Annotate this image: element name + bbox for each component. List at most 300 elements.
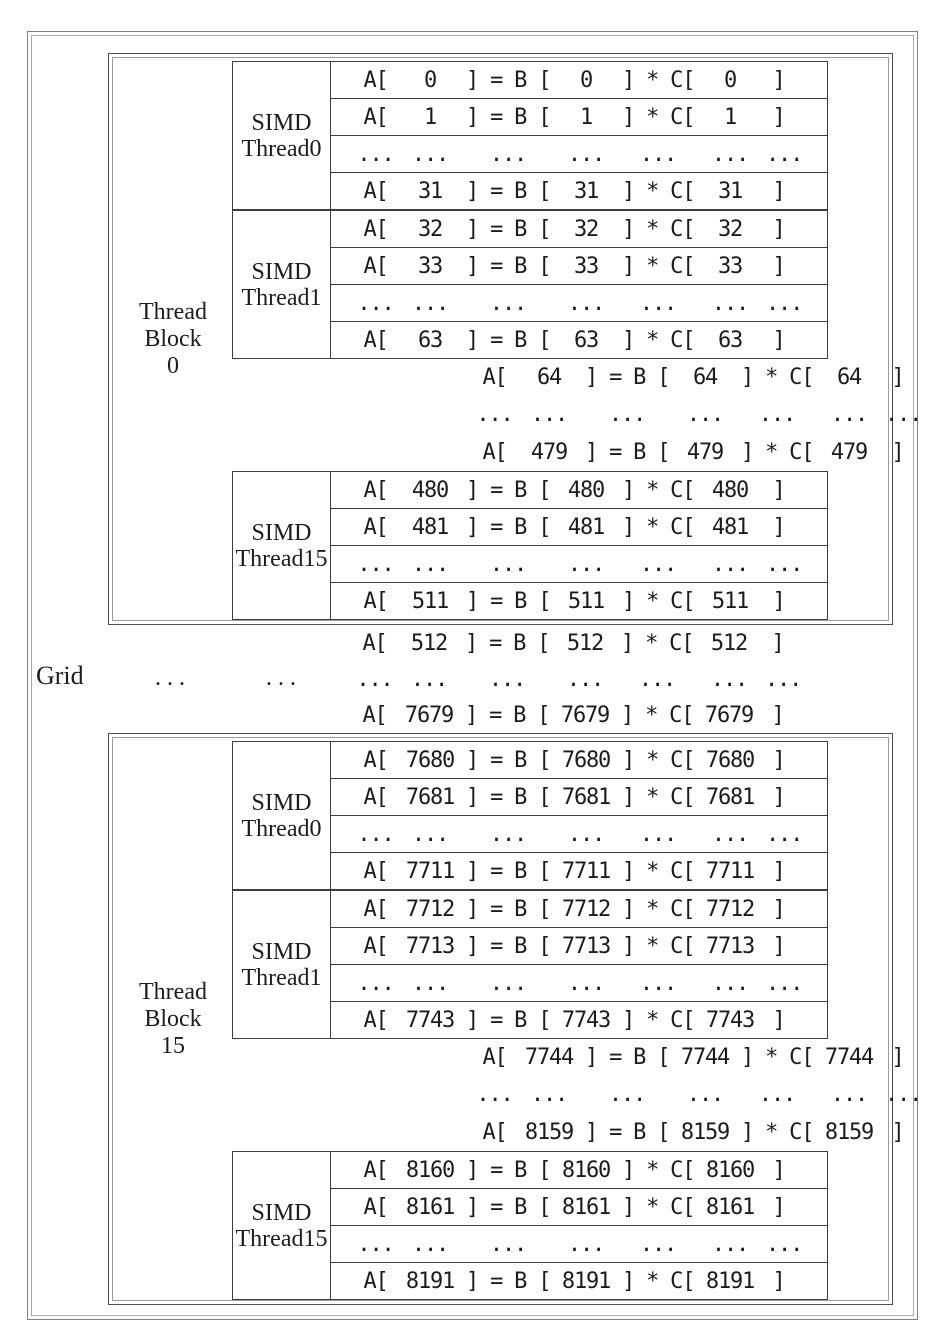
stmt-c-index: 511 bbox=[711, 588, 749, 614]
ellipsis-row bbox=[330, 661, 827, 697]
stmt-a-index: 7680 bbox=[405, 747, 455, 773]
statement-row bbox=[331, 211, 827, 247]
ellipsis-cell: ... bbox=[885, 402, 922, 428]
stmt-close-bracket: ] bbox=[891, 1045, 904, 1071]
stmt-a-open: A[ bbox=[482, 1045, 507, 1071]
ellipsis-cell: ... bbox=[411, 1231, 449, 1257]
stmt-b-open: ] = B [ bbox=[465, 702, 550, 728]
stmt-b-open: ] = B [ bbox=[465, 630, 550, 656]
stmt-c-open: ] * C[ bbox=[622, 216, 695, 242]
stmt-close-bracket: ] bbox=[772, 858, 785, 884]
statement-row bbox=[331, 62, 827, 98]
stmt-a-open: A[ bbox=[363, 784, 388, 810]
stmt-b-open: ] = B [ bbox=[466, 514, 551, 540]
simd-thread-section bbox=[232, 471, 828, 620]
stmt-c-open: ] * C[ bbox=[622, 1007, 695, 1033]
stmt-a-open: A[ bbox=[363, 1007, 388, 1033]
stmt-close-bracket: ] bbox=[772, 514, 785, 540]
thread-block-inner-border bbox=[112, 737, 922, 1301]
stmt-b-open: ] = B [ bbox=[466, 67, 551, 93]
stmt-b-index: 7744 bbox=[680, 1045, 730, 1071]
stmt-c-open: ] * C[ bbox=[621, 630, 694, 656]
stmt-c-index: 512 bbox=[710, 630, 748, 656]
ellipsis-cell: ... bbox=[476, 402, 513, 428]
stmt-b-index: 7713 bbox=[561, 933, 611, 959]
statement-row bbox=[331, 98, 827, 135]
stmt-c-open: ] * C[ bbox=[741, 439, 814, 465]
ellipsis-cell: ... bbox=[567, 821, 605, 847]
grid-level-rows bbox=[108, 625, 893, 733]
stmt-b-open: ] = B [ bbox=[466, 933, 551, 959]
ellipsis-cell: ... bbox=[766, 551, 803, 577]
stmt-b-index: 7681 bbox=[561, 784, 611, 810]
ellipsis-cell: ... bbox=[639, 821, 677, 847]
thread-block-label-line: Block bbox=[144, 1005, 202, 1032]
stmt-c-index: 31 bbox=[717, 178, 743, 204]
statement-row bbox=[330, 625, 827, 661]
stmt-b-index: 64 bbox=[692, 365, 718, 391]
statement-row bbox=[331, 582, 827, 619]
statement-row bbox=[331, 1001, 827, 1038]
stmt-a-index: 0 bbox=[423, 67, 437, 93]
ellipsis-cell: ... bbox=[766, 821, 803, 847]
stmt-a-open: A[ bbox=[363, 1268, 388, 1294]
stmt-c-index: 33 bbox=[717, 253, 743, 279]
stmt-b-index: 63 bbox=[573, 327, 599, 353]
ellipsis-cell: ... bbox=[639, 290, 677, 316]
stmt-a-open: A[ bbox=[363, 477, 388, 503]
stmt-c-open: ] * C[ bbox=[741, 365, 814, 391]
simd-thread-section bbox=[232, 890, 828, 1039]
stmt-a-index: 481 bbox=[411, 514, 449, 540]
ellipsis-cell: ... bbox=[411, 821, 449, 847]
stmt-b-index: 7712 bbox=[561, 896, 611, 922]
stmt-c-index: 8191 bbox=[705, 1268, 755, 1294]
stmt-b-index: 7711 bbox=[561, 858, 611, 884]
ellipsis-row bbox=[450, 396, 944, 433]
ellipsis-cell: ... bbox=[830, 1082, 868, 1108]
ellipsis-cell: ... bbox=[766, 290, 803, 316]
stmt-close-bracket: ] bbox=[772, 747, 785, 773]
thread-block-0 bbox=[108, 53, 922, 625]
ellipsis-cell: ... bbox=[489, 551, 527, 577]
ellipsis-cell: ... bbox=[489, 821, 527, 847]
stmt-a-index: 31 bbox=[417, 178, 443, 204]
stmt-a-open: A[ bbox=[363, 858, 388, 884]
ellipsis-cell: ... bbox=[711, 1231, 749, 1257]
ellipsis-cell: ... bbox=[711, 970, 749, 996]
stmt-b-open: ] = B [ bbox=[585, 1045, 670, 1071]
stmt-c-open: ] * C[ bbox=[622, 104, 695, 130]
ellipsis-cell: ... bbox=[766, 970, 803, 996]
stmt-close-bracket: ] bbox=[772, 1194, 785, 1220]
stmt-a-index: 7681 bbox=[405, 784, 455, 810]
stmt-a-index: 479 bbox=[530, 439, 568, 465]
stmt-a-open: A[ bbox=[363, 67, 388, 93]
stmt-c-index: 0 bbox=[723, 67, 737, 93]
ellipsis-cell: ... bbox=[686, 402, 724, 428]
stmt-a-index: 8160 bbox=[405, 1157, 455, 1183]
ellipsis-cell: ... bbox=[766, 1231, 803, 1257]
stmt-b-open: ] = B [ bbox=[466, 104, 551, 130]
ellipsis-cell: ... bbox=[411, 290, 449, 316]
ellipsis-cell: ... bbox=[357, 1231, 394, 1257]
stmt-a-open: A[ bbox=[362, 630, 387, 656]
stmt-c-open: ] * C[ bbox=[622, 588, 695, 614]
stmt-a-index: 7711 bbox=[405, 858, 455, 884]
stmt-c-open: ] * C[ bbox=[622, 477, 695, 503]
thread-block-label-line: Thread bbox=[139, 978, 207, 1005]
stmt-b-index: 479 bbox=[686, 439, 724, 465]
ellipsis-row bbox=[331, 545, 827, 582]
ellipsis-cell: ... bbox=[638, 666, 676, 692]
stmt-close-bracket: ] bbox=[772, 588, 785, 614]
ellipsis-cell: ... bbox=[711, 821, 749, 847]
thread-block-label-line: 15 bbox=[161, 1032, 185, 1059]
stmt-a-open: A[ bbox=[363, 1157, 388, 1183]
stmt-c-open: ] * C[ bbox=[622, 1268, 695, 1294]
simd-rows bbox=[331, 891, 827, 1038]
stmt-a-open: A[ bbox=[482, 439, 507, 465]
stmt-c-index: 480 bbox=[711, 477, 749, 503]
stmt-a-open: A[ bbox=[482, 1119, 507, 1145]
ellipsis-cell: ... bbox=[357, 970, 394, 996]
stmt-b-open: ] = B [ bbox=[466, 858, 551, 884]
stmt-b-open: ] = B [ bbox=[466, 588, 551, 614]
statement-row bbox=[331, 1152, 827, 1188]
ellipsis-cell: ... bbox=[356, 666, 393, 692]
stmt-b-index: 7679 bbox=[560, 702, 610, 728]
simd-column-ellipsis: . . . bbox=[266, 665, 296, 691]
stmt-close-bracket: ] bbox=[772, 104, 785, 130]
stmt-c-index: 7680 bbox=[705, 747, 755, 773]
ellipsis-cell: ... bbox=[476, 1082, 513, 1108]
stmt-a-index: 480 bbox=[411, 477, 449, 503]
stmt-c-open: ] * C[ bbox=[622, 858, 695, 884]
stmt-b-open: ] = B [ bbox=[466, 1157, 551, 1183]
ellipsis-row bbox=[331, 135, 827, 172]
ellipsis-cell: ... bbox=[765, 666, 802, 692]
stmt-a-index: 8191 bbox=[405, 1268, 455, 1294]
stmt-close-bracket: ] bbox=[772, 253, 785, 279]
thread-block-label bbox=[113, 58, 233, 620]
stmt-a-open: A[ bbox=[482, 365, 507, 391]
stmt-b-index: 7680 bbox=[561, 747, 611, 773]
stmt-b-index: 511 bbox=[567, 588, 605, 614]
stmt-a-index: 8159 bbox=[524, 1119, 574, 1145]
simd-thread-label-line: Thread15 bbox=[235, 1225, 328, 1252]
ellipsis-cell: ... bbox=[411, 141, 449, 167]
simd-thread-label bbox=[233, 1152, 331, 1299]
simd-rows bbox=[331, 62, 827, 209]
stmt-c-open: ] * C[ bbox=[622, 253, 695, 279]
ellipsis-cell: ... bbox=[766, 141, 803, 167]
unboxed-rows-section bbox=[450, 1039, 944, 1151]
statement-row bbox=[450, 434, 944, 471]
ellipsis-cell: ... bbox=[488, 666, 526, 692]
stmt-a-open: A[ bbox=[363, 178, 388, 204]
stmt-c-open: ] * C[ bbox=[741, 1119, 814, 1145]
stmt-a-index: 1 bbox=[423, 104, 437, 130]
stmt-c-index: 7743 bbox=[705, 1007, 755, 1033]
stmt-b-index: 480 bbox=[567, 477, 605, 503]
ellipsis-cell: ... bbox=[489, 290, 527, 316]
ellipsis-cell: ... bbox=[758, 1082, 796, 1108]
stmt-close-bracket: ] bbox=[891, 439, 904, 465]
stmt-a-open: A[ bbox=[363, 216, 388, 242]
ellipsis-cell: ... bbox=[357, 551, 394, 577]
stmt-c-index: 8160 bbox=[705, 1157, 755, 1183]
ellipsis-cell: ... bbox=[639, 551, 677, 577]
stmt-c-index: 7679 bbox=[704, 702, 754, 728]
simd-thread-section bbox=[232, 1151, 828, 1300]
stmt-b-index: 8159 bbox=[680, 1119, 730, 1145]
ellipsis-cell: ... bbox=[530, 1082, 568, 1108]
grid-content bbox=[108, 53, 922, 1305]
simd-thread-label-line: Thread0 bbox=[241, 815, 322, 842]
statement-row bbox=[331, 852, 827, 889]
stmt-a-open: A[ bbox=[363, 1194, 388, 1220]
thread-block-label-line: Block bbox=[144, 325, 202, 352]
stmt-b-open: ] = B [ bbox=[466, 1194, 551, 1220]
statement-row bbox=[450, 359, 944, 396]
simd-thread-label bbox=[233, 472, 331, 619]
grid-label: Grid bbox=[36, 661, 84, 690]
stmt-b-index: 512 bbox=[566, 630, 604, 656]
stmt-a-index: 511 bbox=[411, 588, 449, 614]
ellipsis-cell: ... bbox=[357, 141, 394, 167]
stmt-c-index: 32 bbox=[717, 216, 743, 242]
ellipsis-cell: ... bbox=[357, 290, 394, 316]
stmt-b-index: 31 bbox=[573, 178, 599, 204]
stmt-a-index: 7679 bbox=[404, 702, 454, 728]
stmt-c-open: ] * C[ bbox=[622, 1194, 695, 1220]
ellipsis-cell: ... bbox=[566, 666, 604, 692]
stmt-close-bracket: ] bbox=[772, 1007, 785, 1033]
ellipsis-row bbox=[331, 964, 827, 1001]
ellipsis-cell: ... bbox=[411, 970, 449, 996]
stmt-a-index: 7713 bbox=[405, 933, 455, 959]
stmt-close-bracket: ] bbox=[772, 327, 785, 353]
ellipsis-cell: ... bbox=[489, 970, 527, 996]
stmt-a-open: A[ bbox=[363, 327, 388, 353]
stmt-c-index: 479 bbox=[830, 439, 868, 465]
simd-thread-section bbox=[232, 210, 828, 359]
simd-thread-label-line: SIMD bbox=[251, 1199, 312, 1226]
simd-rows bbox=[331, 211, 827, 358]
stmt-c-index: 64 bbox=[836, 365, 862, 391]
ellipsis-cell: ... bbox=[710, 666, 748, 692]
ellipsis-cell: ... bbox=[489, 141, 527, 167]
stmt-a-open: A[ bbox=[363, 588, 388, 614]
stmt-b-open: ] = B [ bbox=[466, 477, 551, 503]
stmt-a-open: A[ bbox=[363, 747, 388, 773]
simd-thread-label bbox=[233, 62, 331, 209]
stmt-c-open: ] * C[ bbox=[622, 747, 695, 773]
stmt-b-open: ] = B [ bbox=[466, 784, 551, 810]
stmt-c-index: 7711 bbox=[705, 858, 755, 884]
simd-thread-label-line: Thread1 bbox=[241, 284, 322, 311]
simd-thread-label-line: SIMD bbox=[251, 258, 312, 285]
stmt-close-bracket: ] bbox=[772, 1268, 785, 1294]
stmt-c-index: 7681 bbox=[705, 784, 755, 810]
ellipsis-cell: ... bbox=[639, 141, 677, 167]
ellipsis-cell: ... bbox=[357, 821, 394, 847]
ellipsis-cell: ... bbox=[567, 970, 605, 996]
stmt-a-open: A[ bbox=[363, 253, 388, 279]
ellipsis-cell: ... bbox=[608, 1082, 646, 1108]
statement-row bbox=[331, 742, 827, 778]
simd-thread-label bbox=[233, 891, 331, 1038]
simd-thread-label-line: Thread15 bbox=[235, 545, 328, 572]
thread-block-label-line: 0 bbox=[167, 352, 179, 379]
stmt-c-open: ] * C[ bbox=[621, 702, 694, 728]
ellipsis-cell: ... bbox=[567, 551, 605, 577]
thread-block-inner-border bbox=[112, 57, 922, 621]
ellipsis-row bbox=[331, 284, 827, 321]
grid-gap-rows bbox=[330, 625, 827, 733]
simd-rows bbox=[331, 472, 827, 619]
stmt-c-open: ] * C[ bbox=[622, 1157, 695, 1183]
stmt-a-open: A[ bbox=[363, 104, 388, 130]
stmt-close-bracket: ] bbox=[771, 630, 784, 656]
simd-thread-section bbox=[232, 741, 828, 890]
stmt-close-bracket: ] bbox=[772, 784, 785, 810]
statement-row bbox=[331, 891, 827, 927]
stmt-c-index: 8159 bbox=[824, 1119, 874, 1145]
stmt-a-index: 7743 bbox=[405, 1007, 455, 1033]
ellipsis-cell: ... bbox=[411, 551, 449, 577]
stmt-close-bracket: ] bbox=[772, 477, 785, 503]
ellipsis-cell: ... bbox=[639, 1231, 677, 1257]
stmt-a-index: 32 bbox=[417, 216, 443, 242]
stmt-c-index: 7713 bbox=[705, 933, 755, 959]
stmt-a-open: A[ bbox=[363, 514, 388, 540]
simd-thread-label-line: SIMD bbox=[251, 519, 312, 546]
stmt-c-index: 7712 bbox=[705, 896, 755, 922]
stmt-close-bracket: ] bbox=[772, 178, 785, 204]
ellipsis-cell: ... bbox=[639, 970, 677, 996]
stmt-c-open: ] * C[ bbox=[622, 896, 695, 922]
simd-thread-section bbox=[232, 61, 828, 210]
stmt-c-open: ] * C[ bbox=[622, 784, 695, 810]
ellipsis-cell: ... bbox=[608, 402, 646, 428]
ellipsis-cell: ... bbox=[489, 1231, 527, 1257]
stmt-close-bracket: ] bbox=[771, 702, 784, 728]
simd-rows bbox=[331, 1152, 827, 1299]
stmt-a-open: A[ bbox=[363, 896, 388, 922]
ellipsis-cell: ... bbox=[758, 402, 796, 428]
ellipsis-cell: ... bbox=[567, 141, 605, 167]
stmt-b-open: ] = B [ bbox=[585, 365, 670, 391]
statement-row bbox=[331, 247, 827, 284]
statement-row bbox=[331, 172, 827, 209]
stmt-b-open: ] = B [ bbox=[466, 896, 551, 922]
stmt-b-open: ] = B [ bbox=[466, 253, 551, 279]
stmt-c-index: 63 bbox=[717, 327, 743, 353]
statement-row bbox=[331, 472, 827, 508]
stmt-b-open: ] = B [ bbox=[466, 747, 551, 773]
thread-block-15 bbox=[108, 733, 922, 1305]
stmt-b-open: ] = B [ bbox=[585, 439, 670, 465]
simd-thread-label bbox=[233, 742, 331, 889]
stmt-c-open: ] * C[ bbox=[741, 1045, 814, 1071]
ellipsis-cell: ... bbox=[530, 402, 568, 428]
stmt-a-open: A[ bbox=[363, 933, 388, 959]
block-column-ellipsis: . . . bbox=[155, 665, 185, 691]
stmt-close-bracket: ] bbox=[772, 67, 785, 93]
stmt-b-open: ] = B [ bbox=[466, 1007, 551, 1033]
stmt-a-open: A[ bbox=[362, 702, 387, 728]
stmt-c-index: 1 bbox=[723, 104, 737, 130]
stmt-a-index: 7712 bbox=[405, 896, 455, 922]
simd-thread-label-line: Thread0 bbox=[241, 135, 322, 162]
statement-row bbox=[331, 1262, 827, 1299]
statement-row bbox=[331, 927, 827, 964]
stmt-b-index: 7743 bbox=[561, 1007, 611, 1033]
thread-block-label-line: Thread bbox=[139, 298, 207, 325]
stmt-a-index: 63 bbox=[417, 327, 443, 353]
stmt-c-open: ] * C[ bbox=[622, 933, 695, 959]
stmt-b-index: 8191 bbox=[561, 1268, 611, 1294]
stmt-c-open: ] * C[ bbox=[622, 67, 695, 93]
stmt-a-index: 7744 bbox=[524, 1045, 574, 1071]
simd-thread-label-line: SIMD bbox=[251, 789, 312, 816]
statement-row bbox=[450, 1114, 944, 1151]
stmt-close-bracket: ] bbox=[772, 933, 785, 959]
simd-thread-label-line: SIMD bbox=[251, 938, 312, 965]
stmt-c-open: ] * C[ bbox=[622, 327, 695, 353]
stmt-b-open: ] = B [ bbox=[585, 1119, 670, 1145]
stmt-c-open: ] * C[ bbox=[622, 514, 695, 540]
stmt-b-index: 8160 bbox=[561, 1157, 611, 1183]
stmt-b-index: 481 bbox=[567, 514, 605, 540]
stmt-close-bracket: ] bbox=[891, 365, 904, 391]
ellipsis-cell: ... bbox=[711, 551, 749, 577]
statement-row bbox=[331, 321, 827, 358]
stmt-b-open: ] = B [ bbox=[466, 1268, 551, 1294]
stmt-b-index: 33 bbox=[573, 253, 599, 279]
stmt-b-index: 8161 bbox=[561, 1194, 611, 1220]
ellipsis-row bbox=[331, 815, 827, 852]
stmt-close-bracket: ] bbox=[772, 216, 785, 242]
stmt-close-bracket: ] bbox=[891, 1119, 904, 1145]
stmt-b-open: ] = B [ bbox=[466, 327, 551, 353]
ellipsis-cell: ... bbox=[885, 1082, 922, 1108]
ellipsis-cell: ... bbox=[711, 141, 749, 167]
statement-row bbox=[331, 1188, 827, 1225]
statement-row bbox=[331, 778, 827, 815]
stmt-c-open: ] * C[ bbox=[622, 178, 695, 204]
ellipsis-cell: ... bbox=[567, 1231, 605, 1257]
simd-thread-label bbox=[233, 211, 331, 358]
stmt-b-index: 32 bbox=[573, 216, 599, 242]
ellipsis-cell: ... bbox=[567, 290, 605, 316]
stmt-a-index: 64 bbox=[536, 365, 562, 391]
thread-block-label bbox=[113, 738, 233, 1300]
ellipsis-cell: ... bbox=[686, 1082, 724, 1108]
stmt-close-bracket: ] bbox=[772, 896, 785, 922]
stmt-b-index: 0 bbox=[579, 67, 593, 93]
stmt-c-index: 8161 bbox=[705, 1194, 755, 1220]
stmt-close-bracket: ] bbox=[772, 1157, 785, 1183]
ellipsis-row bbox=[331, 1225, 827, 1262]
simd-thread-label-line: Thread1 bbox=[241, 964, 322, 991]
simd-rows bbox=[331, 742, 827, 889]
stmt-c-index: 481 bbox=[711, 514, 749, 540]
stmt-b-open: ] = B [ bbox=[466, 178, 551, 204]
block-sections bbox=[232, 741, 922, 1300]
